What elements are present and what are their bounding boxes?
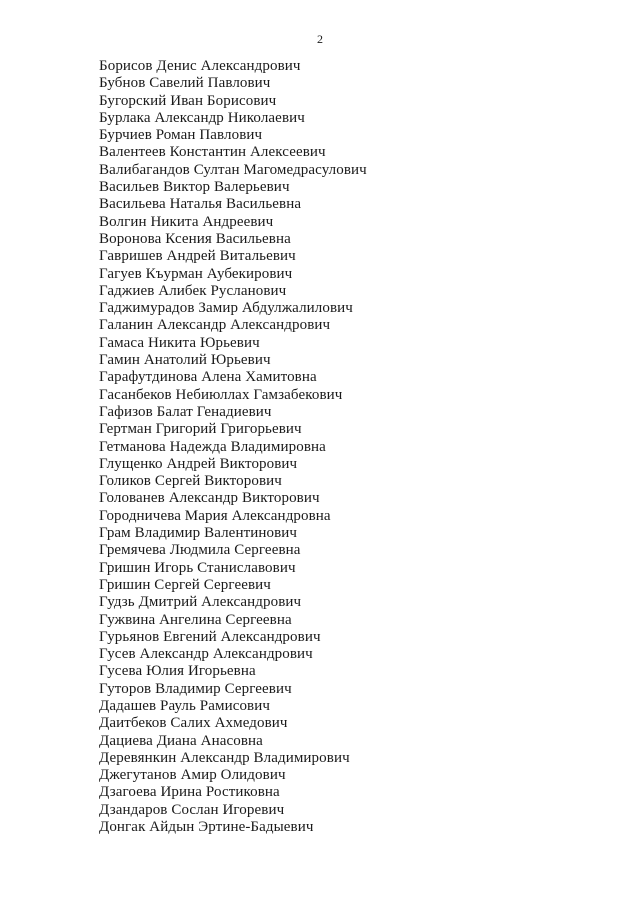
name-entry: Джегутанов Амир Олидович <box>99 767 286 784</box>
name-entry: Гамин Анатолий Юрьевич <box>99 352 271 369</box>
name-entry: Васильев Виктор Валерьевич <box>99 179 290 196</box>
name-entry: Городничева Мария Александровна <box>99 507 331 524</box>
name-entry: Гришин Сергей Сергеевич <box>99 576 271 593</box>
name-entry: Валибагандов Султан Магомедрасулович <box>99 161 367 178</box>
name-entry: Васильева Наталья Васильевна <box>99 196 302 213</box>
name-entry: Голованев Александр Викторович <box>99 490 320 507</box>
name-entry: Глущенко Андрей Викторович <box>99 455 298 472</box>
name-entry: Гуторов Владимир Сергеевич <box>99 680 292 697</box>
name-entry: Бурлака Александр Николаевич <box>99 109 305 126</box>
name-entry: Гремячева Людмила Сергеевна <box>99 542 301 559</box>
name-entry: Бурчиев Роман Павлович <box>99 127 263 144</box>
name-entry: Волгин Никита Андреевич <box>99 213 274 230</box>
name-entry: Гаджиев Алибек Русланович <box>99 282 287 299</box>
name-entry: Деревянкин Александр Владимирович <box>99 749 350 766</box>
name-entry: Дзагоева Ирина Ростиковна <box>99 784 280 801</box>
name-entry: Гаджимурадов Замир Абдулжалилович <box>99 300 353 317</box>
name-entry: Гертман Григорий Григорьевич <box>99 421 302 438</box>
name-entry: Гусев Александр Александрович <box>99 646 313 663</box>
name-entry: Бугорский Иван Борисович <box>99 92 277 109</box>
name-entry: Даитбеков Салих Ахмедович <box>99 715 288 732</box>
name-entry: Галанин Александр Александрович <box>99 317 331 334</box>
page-number: 2 <box>317 32 323 46</box>
name-entry: Гужвина Ангелина Сергеевна <box>99 611 292 628</box>
name-entry: Донгак Айдын Эртине-Бадыевич <box>99 819 314 836</box>
name-entry: Гавришев Андрей Витальевич <box>99 248 296 265</box>
name-entry: Гудзь Дмитрий Александрович <box>99 594 302 611</box>
name-entry: Валентеев Константин Алексеевич <box>99 144 326 161</box>
name-entry: Дзандаров Сослан Игоревич <box>99 801 285 818</box>
name-entry: Гарафутдинова Алена Хамитовна <box>99 369 317 386</box>
name-entry: Гришин Игорь Станиславович <box>99 559 296 576</box>
name-entry: Гафизов Балат Генадиевич <box>99 403 272 420</box>
name-entry: Гурьянов Евгений Александрович <box>99 628 321 645</box>
name-list <box>99 58 367 836</box>
name-entry: Бубнов Савелий Павлович <box>99 75 271 92</box>
name-entry: Гусева Юлия Игорьевна <box>99 663 256 680</box>
name-entry: Гамаса Никита Юрьевич <box>99 334 260 351</box>
name-entry: Борисов Денис Александрович <box>99 58 301 74</box>
name-entry: Голиков Сергей Викторович <box>99 473 282 490</box>
name-entry: Дациева Диана Анасовна <box>99 732 263 749</box>
name-entry: Грам Владимир Валентинович <box>99 525 298 542</box>
name-entry: Дадашев Рауль Рамисович <box>99 697 271 714</box>
name-entry: Гагуев Къурман Аубекирович <box>99 265 293 282</box>
name-entry: Воронова Ксения Васильевна <box>99 230 291 247</box>
name-entry: Гасанбеков Небиюллах Гамзабекович <box>99 386 343 403</box>
name-entry: Гетманова Надежда Владимировна <box>99 438 326 455</box>
